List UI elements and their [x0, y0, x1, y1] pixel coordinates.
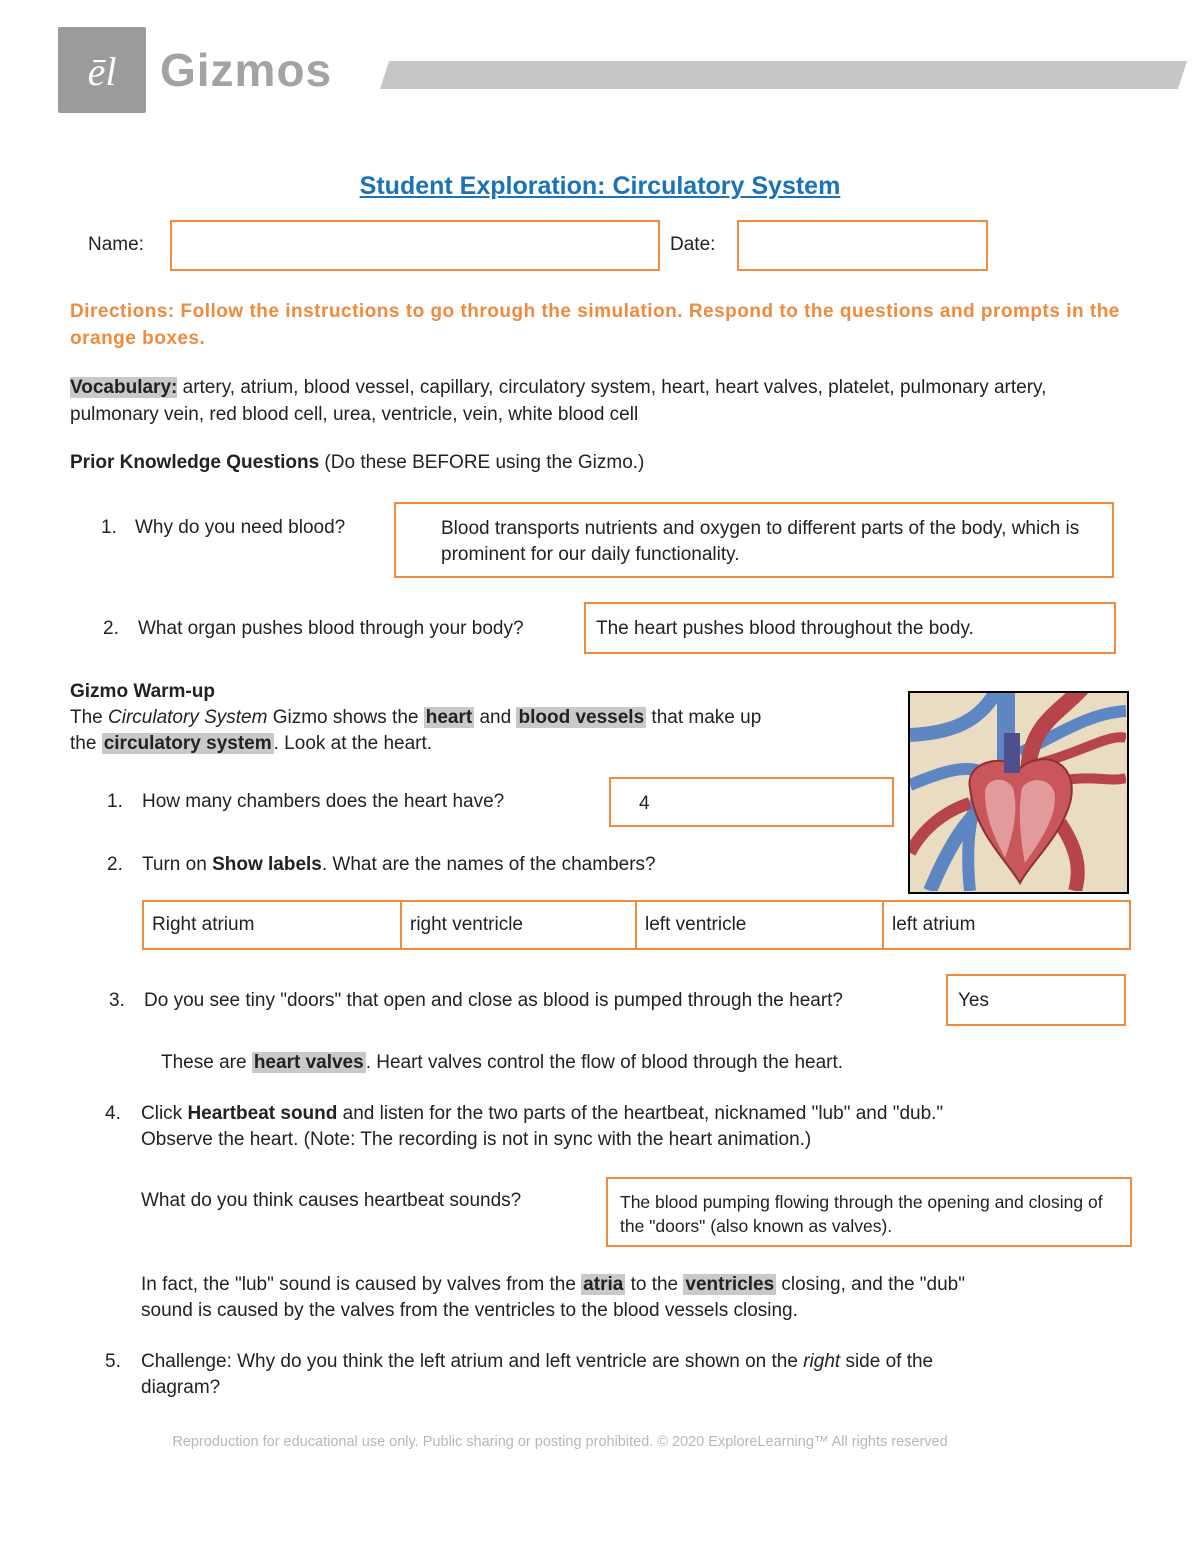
date-field[interactable]	[737, 220, 988, 271]
warmup-q4-line1	[141, 1101, 1121, 1127]
prior-q2-answer: The heart pushes blood throughout the body.	[596, 618, 974, 639]
prior-q2-question: What organ pushes blood through your body?	[138, 618, 524, 639]
heart-valves-note	[161, 1050, 843, 1076]
warmup-q4-number: 4.	[105, 1103, 121, 1124]
prior-knowledge-heading	[70, 450, 644, 476]
highlight-circulatory-system: circulatory system	[103, 733, 272, 754]
intro-italic-gizmo: Circulatory System	[108, 707, 268, 728]
name-label: Name:	[88, 234, 144, 255]
warmup-q1-answer: 4	[639, 793, 650, 814]
fact-text-3: closing, and the "dub"	[776, 1274, 965, 1295]
fact-text-2: to the	[625, 1274, 684, 1295]
intro-text-6: . Look at the heart.	[273, 733, 433, 754]
directions-text: Directions: Follow the instructions to go through the simulation. Respond to the questions and prompts in the orange boxes.	[70, 301, 1120, 349]
name-field[interactable]	[170, 220, 660, 271]
heart-diagram-image	[908, 691, 1129, 894]
intro-text-5: the	[70, 733, 102, 754]
prior-q1-answer-box[interactable]	[394, 502, 1114, 578]
highlight-ventricles: ventricles	[685, 1274, 775, 1295]
warmup-intro-line2	[70, 731, 900, 757]
chamber-cell-4[interactable]: left atrium	[892, 914, 976, 935]
page-title: Student Exploration: Circulatory System	[359, 172, 841, 200]
warmup-intro-line1	[70, 705, 900, 731]
footer-copyright: Reproduction for educational use only. Public sharing or posting prohibited. © 2020 ExploreLearning™ All rights reserved	[172, 1434, 948, 1450]
warmup-q1-answer-box[interactable]	[609, 777, 894, 827]
highlight-heart-valves: heart valves	[253, 1052, 364, 1073]
intro-text-2: Gizmo shows the	[267, 707, 424, 728]
q2-show-labels: Show labels	[212, 854, 322, 875]
heart-illustration-icon	[910, 693, 1126, 891]
warmup-q5-line1	[141, 1349, 1131, 1375]
gizmos-brand: Gizmos	[160, 44, 333, 96]
lub-dub-fact-line1	[141, 1272, 1131, 1298]
prior-q2-number: 2.	[103, 618, 119, 639]
highlight-atria: atria	[583, 1274, 624, 1295]
lub-dub-fact-line2: sound is caused by the valves from the ventricles to the blood vessels closing.	[141, 1300, 798, 1321]
header-bar	[380, 61, 1187, 89]
warmup-q2-number: 2.	[107, 854, 123, 875]
explorelearning-logo	[58, 27, 146, 113]
vocabulary-label: Vocabulary:	[70, 377, 178, 398]
note-text-pre: These are	[161, 1052, 252, 1073]
q4-text-pre: Click	[141, 1103, 188, 1124]
q5-text-post: side of the	[840, 1351, 934, 1372]
warmup-q4-answer-box[interactable]	[606, 1177, 1132, 1247]
vocabulary	[70, 374, 1130, 428]
note-text-post: . Heart valves control the flow of blood through the heart.	[365, 1052, 844, 1073]
warmup-heading: Gizmo Warm-up	[70, 681, 215, 702]
date-label: Date:	[670, 234, 716, 255]
prior-q1-question: Why do you need blood?	[135, 517, 346, 538]
intro-text-4: that make up	[646, 707, 762, 728]
q4-text-post: and listen for the two parts of the heartbeat, nicknamed "lub" and "dub."	[337, 1103, 944, 1124]
warmup-q3-answer-box[interactable]	[946, 974, 1126, 1026]
prior-q2-answer-box[interactable]	[584, 602, 1116, 654]
q5-text-pre: Challenge: Why do you think the left atrium and left ventricle are shown on the	[141, 1351, 804, 1372]
prior-q1-number: 1.	[101, 517, 117, 538]
q2-text-pre: Turn on	[142, 854, 213, 875]
intro-text-1: The	[70, 707, 109, 728]
warmup-q1-number: 1.	[107, 791, 123, 812]
highlight-blood-vessels: blood vessels	[518, 707, 645, 728]
warmup-q5-number: 5.	[105, 1351, 121, 1372]
vocabulary-terms: artery, atrium, blood vessel, capillary, circulatory system, heart, heart valves, platelet, pulmonary artery, pulmonary vein, red blood cell, urea, ventricle, vein, white blood cell	[70, 377, 1047, 425]
warmup-q4-answer: The blood pumping flowing through the opening and closing of the "doors" (also known as valves).	[620, 1192, 1103, 1236]
warmup-q3-question: Do you see tiny "doors" that open and close as blood is pumped through the heart?	[144, 990, 844, 1011]
svg-text:ēl: ēl	[87, 49, 117, 94]
chamber-cell-1[interactable]: Right atrium	[144, 902, 402, 948]
prior-q1-answer: Blood transports nutrients and oxygen to different parts of the body, which is prominent for our daily functionality.	[441, 518, 1080, 565]
chamber-names-table[interactable]	[142, 900, 1131, 950]
warmup-q4-line2: Observe the heart. (Note: The recording is not in sync with the heart animation.)	[141, 1129, 812, 1150]
chamber-cell-3[interactable]: left ventricle	[637, 902, 884, 948]
warmup-q3-answer: Yes	[958, 990, 989, 1011]
prior-heading-bold: Prior Knowledge Questions	[70, 452, 320, 473]
highlight-heart: heart	[425, 707, 473, 728]
warmup-q5-line2: diagram?	[141, 1377, 221, 1398]
chamber-cell-2[interactable]: right ventricle	[402, 902, 637, 948]
q5-italic-right: right	[803, 1351, 841, 1372]
q2-text-post: . What are the names of the chambers?	[321, 854, 656, 875]
warmup-q2-question	[142, 852, 656, 878]
warmup-q1-question: How many chambers does the heart have?	[142, 791, 505, 812]
q4-heartbeat-sound: Heartbeat sound	[187, 1103, 338, 1124]
warmup-q3-number: 3.	[109, 990, 125, 1011]
warmup-q4-subquestion: What do you think causes heartbeat sounds?	[141, 1190, 522, 1211]
intro-text-3: and	[474, 707, 517, 728]
fact-text-1: In fact, the "lub" sound is caused by valves from the	[141, 1274, 582, 1295]
logo-el-icon	[58, 27, 146, 113]
prior-heading-subtext: (Do these BEFORE using the Gizmo.)	[319, 452, 645, 473]
